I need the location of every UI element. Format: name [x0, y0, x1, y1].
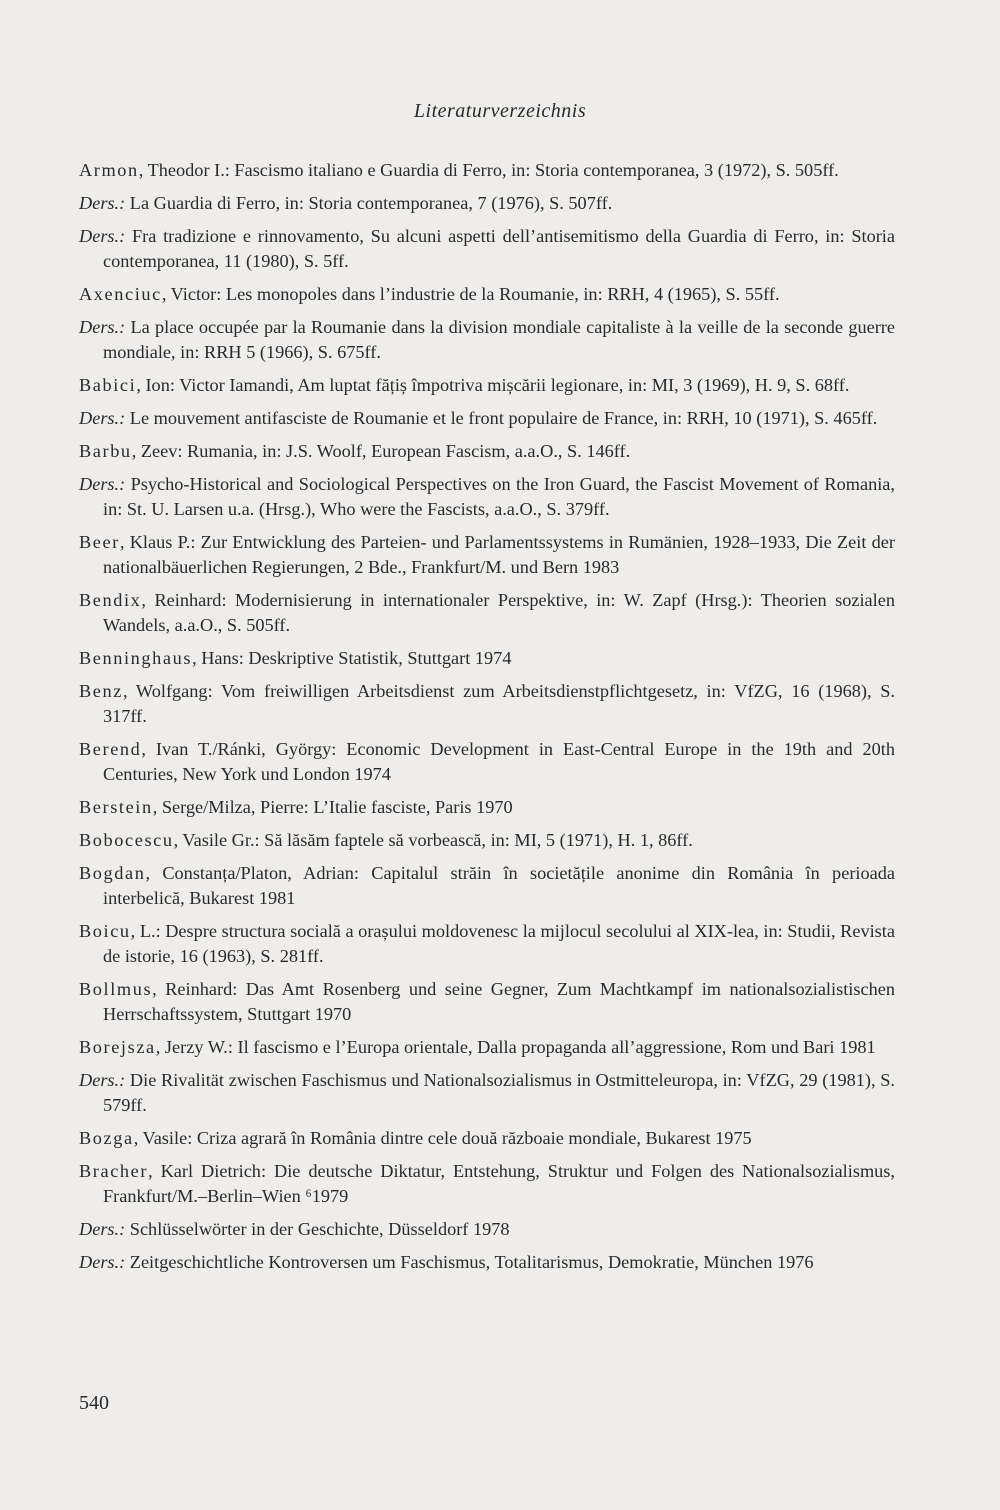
entry-author: Ders.: — [79, 193, 126, 213]
bibliography-entry — [79, 919, 895, 969]
bibliography-entry — [79, 1217, 895, 1242]
entry-details: , Karl Dietrich: Die deutsche Diktatur, Entstehung, Struktur und Folgen des Nationalsozialismus, Frankfurt/M.–Berlin–Wien ⁶1979 — [103, 1161, 895, 1206]
bibliography-entry — [79, 158, 895, 183]
entry-author: Bobocescu — [79, 830, 174, 850]
bibliography-entry — [79, 191, 895, 216]
entry-author: Berend — [79, 739, 142, 759]
entry-details: , Ion: Victor Iamandi, Am luptat fățiș împotriva mișcării legionare, in: MI, 3 (1969), H. 9, S. 68ff. — [136, 375, 850, 395]
entry-author: Boicu — [79, 921, 131, 941]
bibliography-entry — [79, 679, 895, 729]
entry-details: Psycho-Historical and Sociological Perspectives on the Iron Guard, the Fascist Movement of Romania, in: St. U. Larsen u.a. (Hrsg.), Who were the Fascists, a.a.O., S. 379ff. — [103, 474, 895, 519]
bibliography-entry — [79, 1159, 895, 1209]
entry-details: , Klaus P.: Zur Entwicklung des Parteien- und Parlamentssystems in Rumänien, 1928–1933, Die Zeit der nationalbäuerlichen Regierungen, 2 Bde., Frankfurt/M. und Bern 1983 — [103, 532, 895, 577]
entry-details: , Vasile Gr.: Să lăsăm faptele să vorbească, in: MI, 5 (1971), H. 1, 86ff. — [173, 830, 693, 850]
entry-details: La Guardia di Ferro, in: Storia contemporanea, 7 (1976), S. 507ff. — [125, 193, 613, 213]
entry-author: Ders.: — [79, 317, 126, 337]
entry-author: Ders.: — [79, 474, 126, 494]
entry-author: Ders.: — [79, 1219, 126, 1239]
entry-details: , Hans: Deskriptive Statistik, Stuttgart 1974 — [192, 648, 512, 668]
entry-details: Le mouvement antifasciste de Roumanie et le front populaire de France, in: RRH, 10 (1971), S. 465ff. — [125, 408, 878, 428]
bibliography-entry — [79, 795, 895, 820]
entry-details: , Serge/Milza, Pierre: L’Italie fasciste, Paris 1970 — [152, 797, 513, 817]
entry-details: , Ivan T./Ránki, György: Economic Development in East-Central Europe in the 19th and 20th Centuries, New York und London 1974 — [103, 739, 895, 784]
entry-details: , Zeev: Rumania, in: J.S. Woolf, European Fascism, a.a.O., S. 146ff. — [131, 441, 631, 461]
entry-author: Barbu — [79, 441, 132, 461]
entry-author: Bogdan — [79, 863, 146, 883]
bibliography-entry — [79, 1250, 895, 1275]
entry-details: , Reinhard: Das Amt Rosenberg und seine Gegner, Zum Machtkampf im nationalsozialistischen Herrschaftssystem, Stuttgart 1970 — [103, 979, 895, 1024]
entry-author: Ders.: — [79, 408, 126, 428]
bibliography-entry — [79, 588, 895, 638]
bibliography-entry — [79, 861, 895, 911]
bibliography-entry — [79, 646, 895, 671]
entry-details: Fra tradizione e rinnovamento, Su alcuni aspetti dell’antisemitismo della Guardia di Ferro, in: Storia contemporanea, 11 (1980), S. 5ff. — [103, 226, 895, 271]
bibliography-entry — [79, 737, 895, 787]
entry-details: Schlüsselwörter in der Geschichte, Düsseldorf 1978 — [125, 1219, 510, 1239]
bibliography-entry — [79, 1035, 895, 1060]
entry-details: , Constanța/Platon, Adrian: Capitalul străin în societățile anonime din România în perioada interbelică, Bukarest 1981 — [103, 863, 895, 908]
entry-author: Ders.: — [79, 226, 126, 246]
entry-author: Berstein — [79, 797, 153, 817]
entry-details: , Wolfgang: Vom freiwilligen Arbeitsdienst zum Arbeitsdienstpflichtgesetz, in: VfZG, 16 (1968), S. 317ff. — [103, 681, 895, 726]
entry-details: , Vasile: Criza agrară în România dintre cele două războaie mondiale, Bukarest 1975 — [133, 1128, 752, 1148]
entry-author: Benninghaus — [79, 648, 193, 668]
bibliography-entry — [79, 406, 895, 431]
entry-author: Babici — [79, 375, 137, 395]
entry-details: , L.: Despre structura socială a orașului moldovenesc la mijlocul secolului al XIX-lea, in: Studii, Revista de istorie, 16 (1963), S. 281ff. — [103, 921, 895, 966]
entry-details: Die Rivalität zwischen Faschismus und Nationalsozialismus in Ostmitteleuropa, in: VfZG, 29 (1981), S. 579ff. — [103, 1070, 895, 1115]
entry-author: Bracher — [79, 1161, 149, 1181]
bibliography-entry — [79, 828, 895, 853]
entry-author: Ders.: — [79, 1252, 126, 1272]
bibliography-entry — [79, 224, 895, 274]
entry-author: Borejsza — [79, 1037, 156, 1057]
bibliography-entry — [79, 1068, 895, 1118]
bibliography-entry — [79, 530, 895, 580]
entry-author: Bendix — [79, 590, 142, 610]
bibliography-entry — [79, 977, 895, 1027]
bibliography-list — [79, 158, 895, 1283]
bibliography-entry — [79, 1126, 895, 1151]
bibliography-entry — [79, 282, 895, 307]
entry-details: , Victor: Les monopoles dans l’industrie de la Roumanie, in: RRH, 4 (1965), S. 55ff. — [161, 284, 780, 304]
bibliography-entry — [79, 439, 895, 464]
entry-author: Beer — [79, 532, 120, 552]
bibliography-entry — [79, 315, 895, 365]
entry-details: , Theodor I.: Fascismo italiano e Guardia di Ferro, in: Storia contemporanea, 3 (1972), S. 505ff. — [138, 160, 839, 180]
running-header: Literaturverzeichnis — [413, 100, 587, 122]
entry-author: Ders.: — [79, 1070, 126, 1090]
entry-author: Bollmus — [79, 979, 153, 999]
entry-author: Axenciuc — [79, 284, 162, 304]
bibliography-entry — [79, 373, 895, 398]
entry-details: , Reinhard: Modernisierung in internationaler Perspektive, in: W. Zapf (Hrsg.): Theorien sozialen Wandels, a.a.O., S. 505ff. — [103, 590, 895, 635]
entry-author: Benz — [79, 681, 123, 701]
entry-author: Armon — [79, 160, 139, 180]
entry-details: , Jerzy W.: Il fascismo e l’Europa orientale, Dalla propaganda all’aggressione, Rom und Bari 1981 — [155, 1037, 876, 1057]
bibliography-entry — [79, 472, 895, 522]
page-number: 540 — [79, 1392, 109, 1414]
entry-details: Zeitgeschichtliche Kontroversen um Faschismus, Totalitarismus, Demokratie, München 1976 — [125, 1252, 814, 1272]
entry-author: Bozga — [79, 1128, 134, 1148]
entry-details: La place occupée par la Roumanie dans la division mondiale capitaliste à la veille de la seconde guerre mondiale, in: RRH 5 (1966), S. 675ff. — [103, 317, 895, 362]
